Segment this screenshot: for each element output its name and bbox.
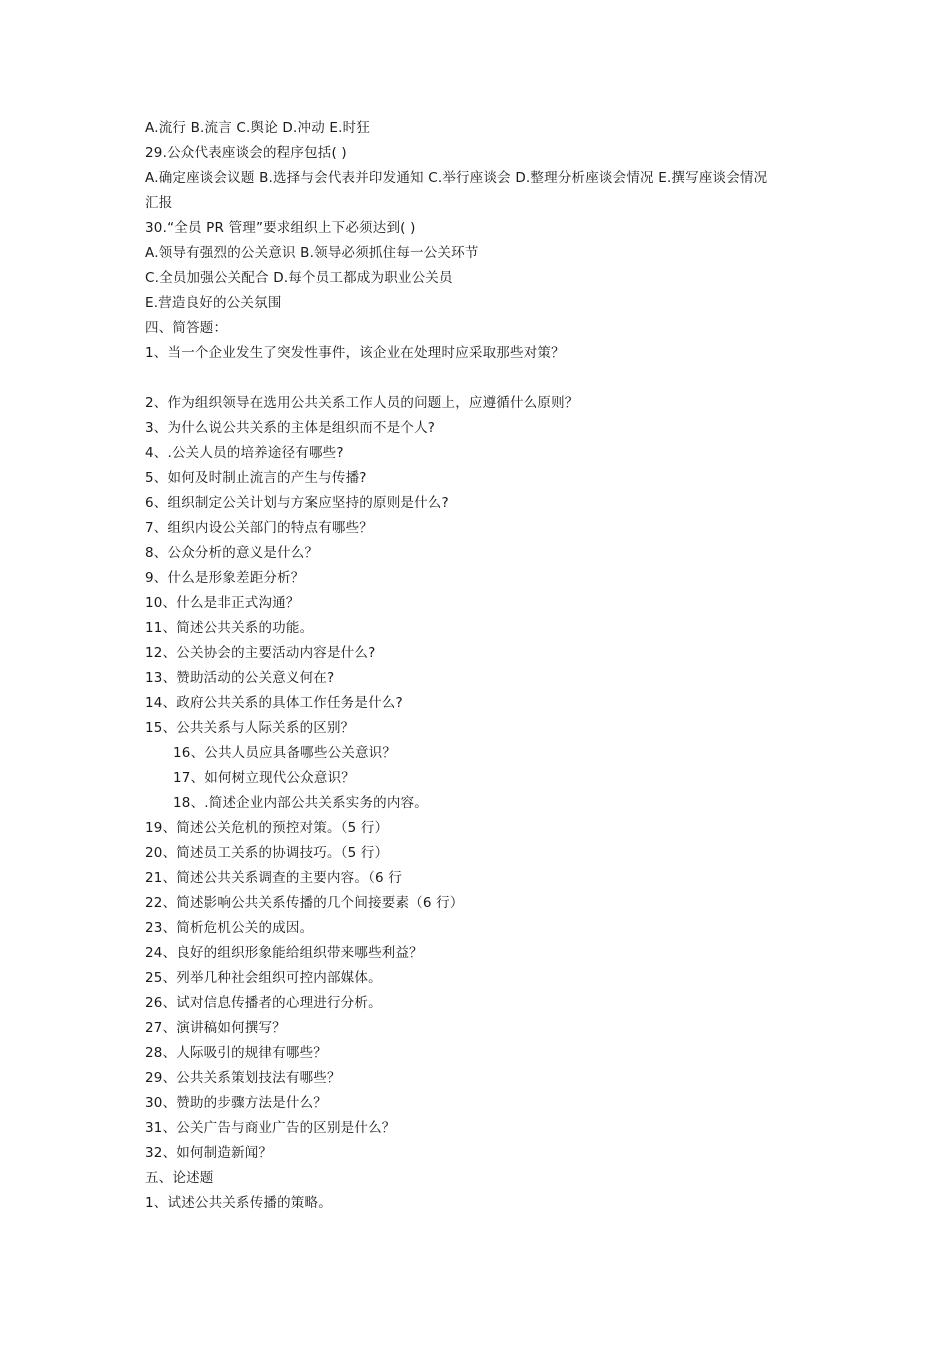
short-answer-29: 29、公共关系策划技法有哪些？ — [145, 1070, 341, 1086]
answer-options-29-cont: 汇报 — [145, 195, 173, 211]
short-answer-2: 2、作为组织领导在选用公共关系工作人员的问题上，应遵循什么原则？ — [145, 395, 579, 411]
short-answer-9: 9、什么是形象差距分析？ — [145, 570, 305, 586]
short-answer-12: 12、公关协会的主要活动内容是什么? — [145, 645, 376, 661]
question-30: 30.“全员 PR 管理”要求组织上下必须达到( ) — [145, 220, 416, 236]
short-answer-25: 25、列举几种社会组织可控内部媒体。 — [145, 970, 382, 986]
short-answer-21: 21、简述公共关系调查的主要内容。（6 行 — [145, 870, 403, 886]
document-content — [145, 116, 825, 1216]
short-answer-28: 28、人际吸引的规律有哪些？ — [145, 1045, 327, 1061]
essay-question-1: 1、试述公共关系传播的策略。 — [145, 1195, 332, 1211]
short-answer-20: 20、简述员工关系的协调技巧。（5 行） — [145, 845, 389, 861]
short-answer-7: 7、组织内设公关部门的特点有哪些？ — [145, 520, 373, 536]
short-answer-13: 13、赞助活动的公关意义何在? — [145, 670, 335, 686]
answer-options-30-cd: C.全员加强公关配合 D.每个员工都成为职业公关员 — [145, 270, 453, 286]
question-29: 29.公众代表座谈会的程序包括( ) — [145, 145, 347, 161]
short-answer-11: 11、简述公共关系的功能。 — [145, 620, 314, 636]
short-answer-31: 31、公关广告与商业广告的区别是什么？ — [145, 1120, 396, 1136]
answer-options-30-ab: A.领导有强烈的公关意识 B.领导必须抓住每一公关环节 — [145, 245, 479, 261]
section-heading-short-answer: 四、简答题： — [145, 320, 228, 336]
short-answer-16: 16、公共人员应具备哪些公关意识？ — [173, 745, 397, 761]
answer-options-30-e: E.营造良好的公关氛围 — [145, 295, 282, 311]
answer-options-29: A.确定座谈会议题 B.选择与会代表并印发通知 C.举行座谈会 D.整理分析座谈会情况 E.撰写座谈会情况 — [145, 170, 768, 186]
section-heading-essay: 五、论述题 — [145, 1170, 214, 1186]
short-answer-23: 23、简析危机公关的成因。 — [145, 920, 314, 936]
short-answer-27: 27、演讲稿如何撰写？ — [145, 1020, 286, 1036]
short-answer-17: 17、如何树立现代公众意识？ — [173, 770, 355, 786]
short-answer-26: 26、试对信息传播者的心理进行分析。 — [145, 995, 382, 1011]
short-answer-1: 1、当一个企业发生了突发性事件，该企业在处理时应采取那些对策？ — [145, 345, 565, 361]
short-answer-30: 30、赞助的步骤方法是什么？ — [145, 1095, 327, 1111]
short-answer-5: 5、如何及时制止流言的产生与传播? — [145, 470, 367, 486]
short-answer-8: 8、公众分析的意义是什么？ — [145, 545, 319, 561]
short-answer-32: 32、如何制造新闻？ — [145, 1145, 273, 1161]
short-answer-18: 18、.简述企业内部公共关系实务的内容。 — [173, 795, 428, 811]
short-answer-10: 10、什么是非正式沟通？ — [145, 595, 300, 611]
short-answer-4: 4、.公关人员的培养途径有哪些? — [145, 445, 344, 461]
short-answer-14: 14、政府公共关系的具体工作任务是什么? — [145, 695, 403, 711]
short-answer-19: 19、简述公关危机的预控对策。（5 行） — [145, 820, 389, 836]
answer-options-28: A.流行 B.流言 C.舆论 D.冲动 E.时狂 — [145, 120, 371, 136]
short-answer-6: 6、组织制定公关计划与方案应坚持的原则是什么? — [145, 495, 449, 511]
blank-line — [145, 366, 825, 391]
short-answer-24: 24、良好的组织形象能给组织带来哪些利益？ — [145, 945, 423, 961]
short-answer-15: 15、公共关系与人际关系的区别？ — [145, 720, 355, 736]
short-answer-22: 22、简述影响公共关系传播的几个间接要素（6 行） — [145, 895, 464, 911]
short-answer-3: 3、为什么说公共关系的主体是组织而不是个人? — [145, 420, 436, 436]
